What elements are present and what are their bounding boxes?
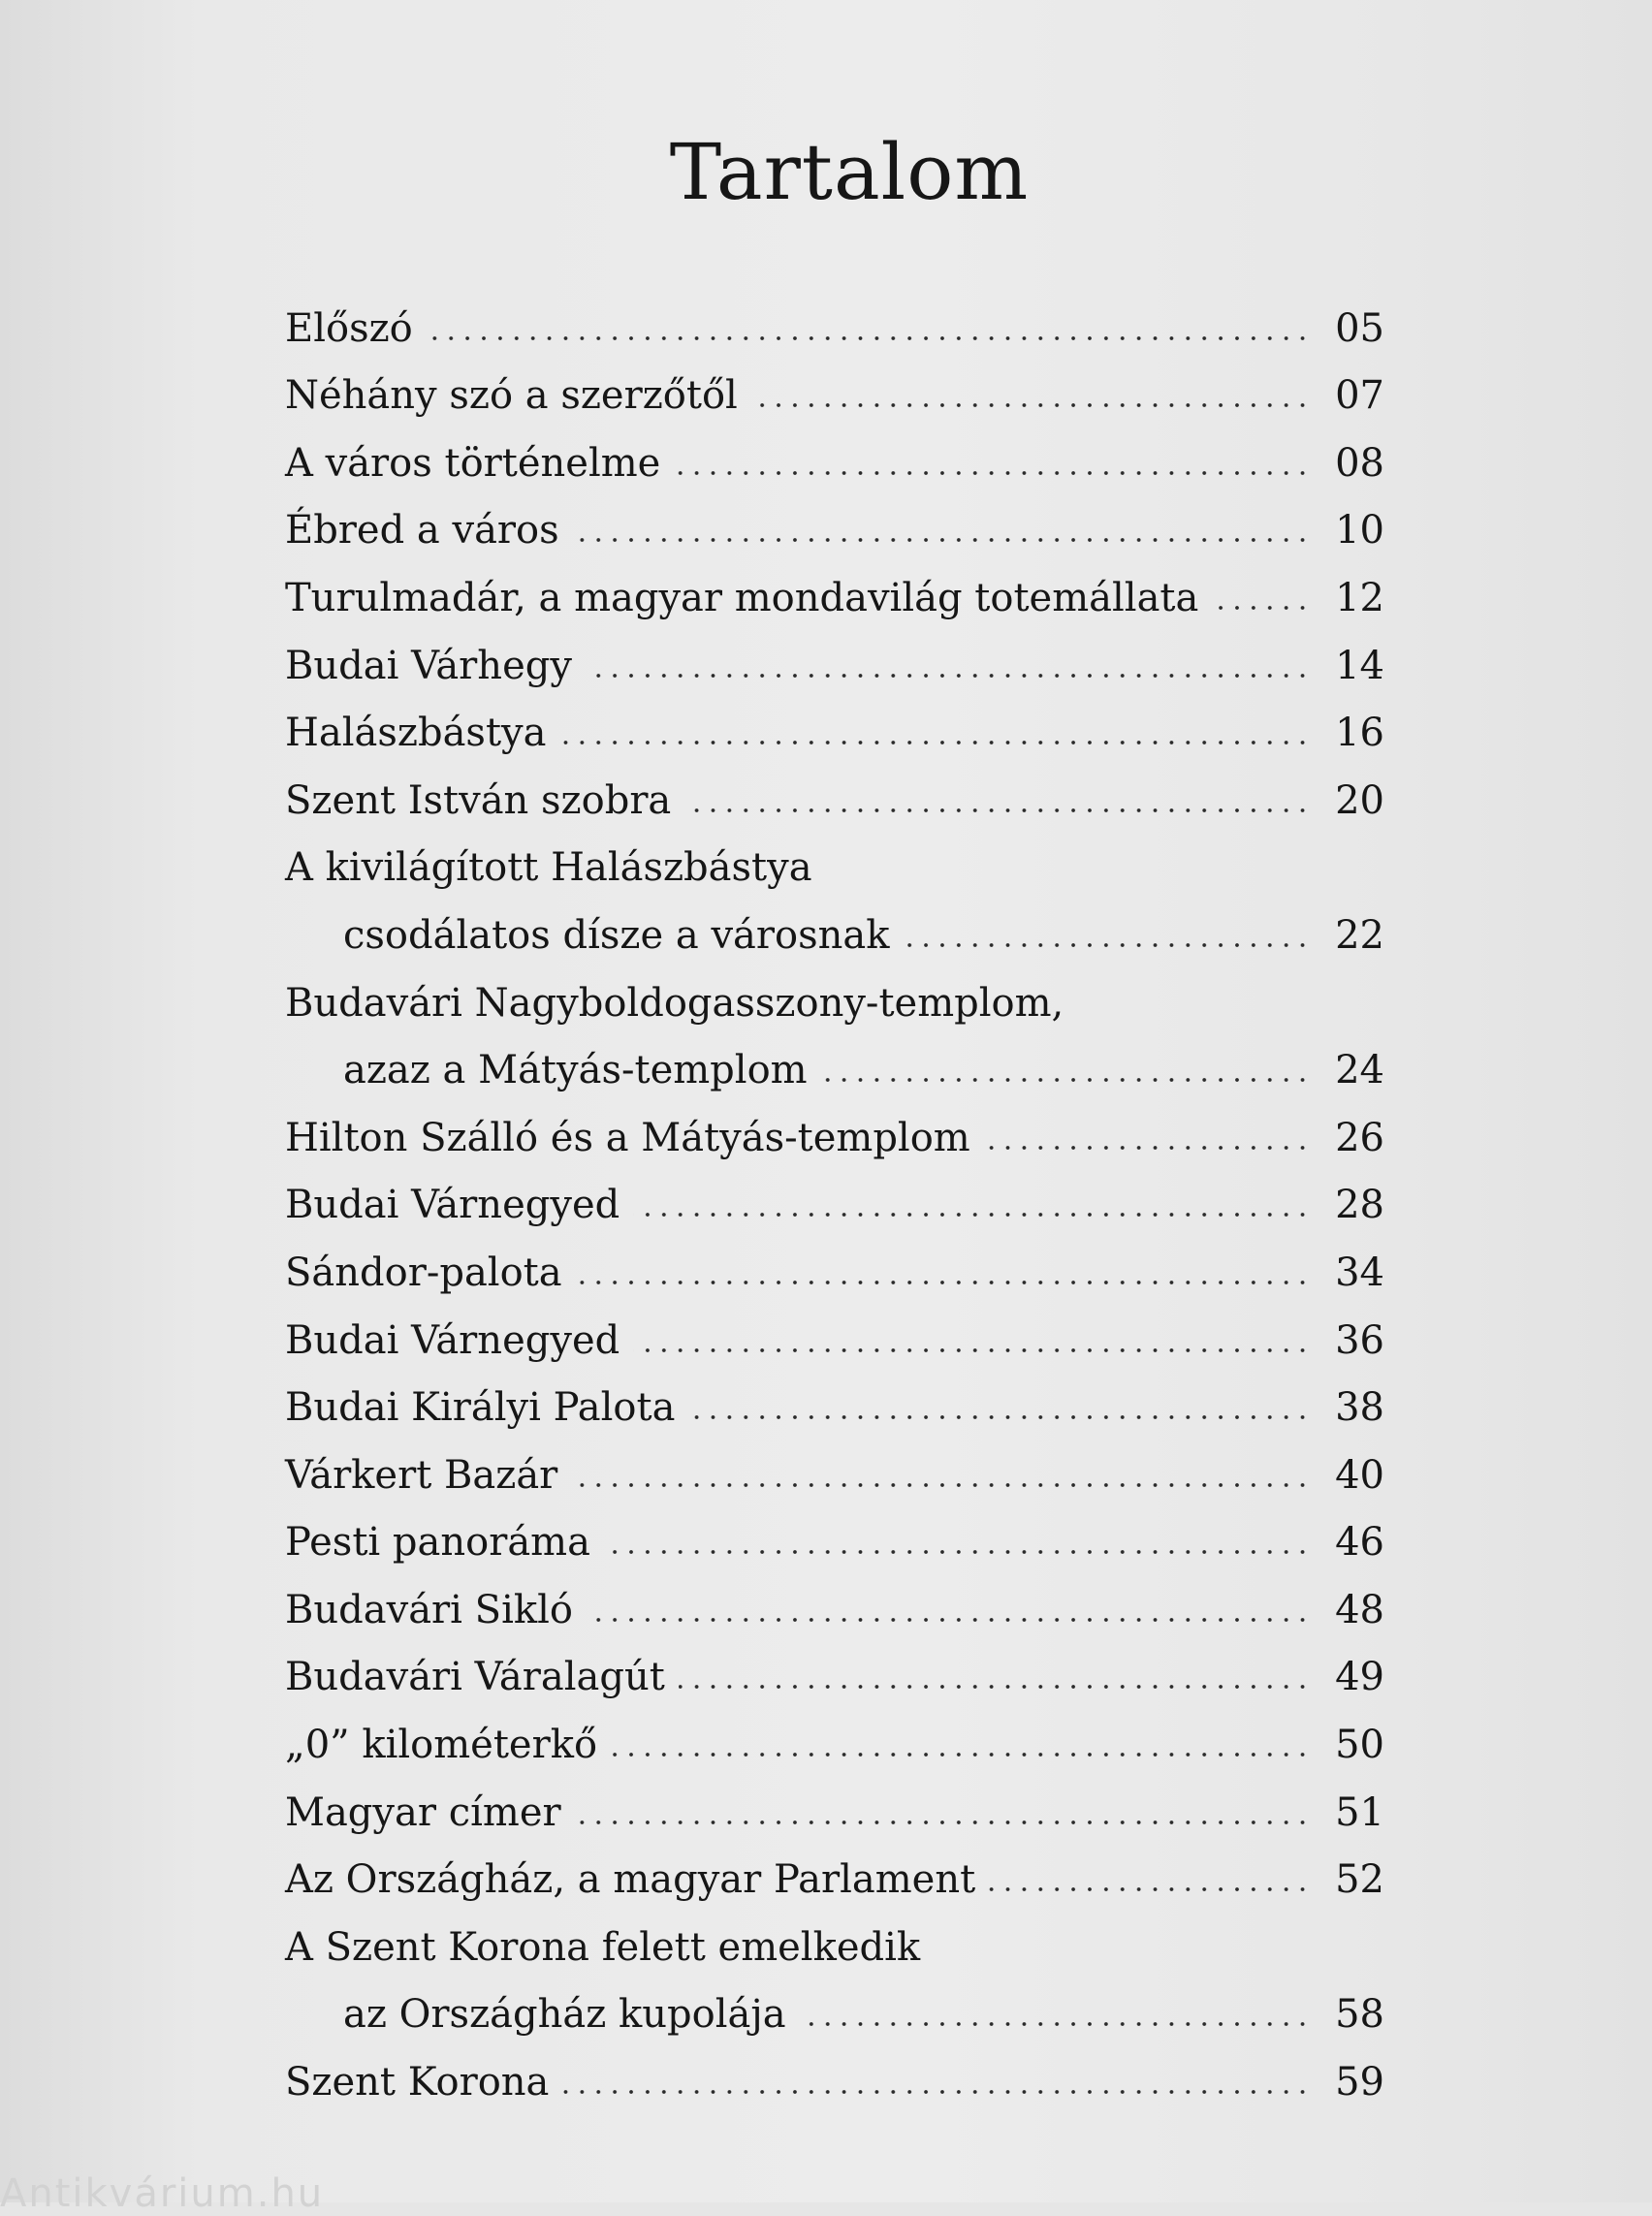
dot-leader <box>800 2021 1311 2027</box>
toc-page-number: 08 <box>1335 440 1384 486</box>
dot-leader <box>821 1077 1311 1083</box>
toc-page-number: 28 <box>1335 1183 1384 1228</box>
watermark-text: Antikvárium.hu <box>0 2171 325 2216</box>
toc-page-number: 22 <box>1335 912 1384 958</box>
toc-entry <box>285 630 1390 698</box>
dot-leader <box>559 740 1311 745</box>
toc-page-number: 12 <box>1335 575 1384 620</box>
dot-leader <box>576 1280 1311 1285</box>
toc-entry <box>285 698 1390 766</box>
toc-page-number: 26 <box>1335 1115 1384 1160</box>
dot-leader <box>604 1549 1311 1555</box>
toc-page-number: 24 <box>1335 1048 1384 1093</box>
toc-entry <box>285 2046 1390 2114</box>
toc-entry <box>285 361 1390 428</box>
toc-page-number: 20 <box>1335 777 1384 823</box>
toc-page-number: 59 <box>1335 2060 1384 2105</box>
toc-entry-title: Sándor-palota <box>285 1250 562 1295</box>
dot-leader <box>587 1617 1311 1623</box>
dot-leader <box>633 1347 1311 1353</box>
toc-entry-title: Várkert Bazár <box>285 1452 558 1498</box>
toc-entry <box>285 765 1390 833</box>
toc-entry-title: A város történelme <box>285 440 661 486</box>
toc-entry-title-continued: csodálatos dísze a városnak <box>343 912 890 958</box>
toc-entry <box>285 293 1390 361</box>
toc-page-number: 40 <box>1335 1452 1384 1498</box>
toc-entry-title: Budai Várhegy <box>285 643 572 688</box>
toc-entry-title: Budai Várnegyed <box>285 1183 620 1228</box>
toc-entry-title: Budai Várnegyed <box>285 1317 620 1363</box>
toc-page-number: 05 <box>1335 305 1384 351</box>
toc-entry-title: Előszó <box>285 305 413 351</box>
toc-entry <box>285 1035 1390 1103</box>
toc-entry-title: Szent István szobra <box>285 777 672 823</box>
dot-leader <box>688 1414 1311 1420</box>
toc-page-number: 49 <box>1335 1655 1384 1700</box>
toc-entry-title: Halászbástya <box>285 711 547 756</box>
toc-entry-title: Ébred a város <box>285 508 559 554</box>
dot-leader <box>427 335 1311 341</box>
toc-entry-title: A Szent Korona felett emelkedik <box>285 1924 921 1970</box>
dot-leader <box>679 1684 1311 1690</box>
toc-entry-heading <box>285 833 1390 901</box>
dot-leader <box>586 673 1311 679</box>
toc-entry-title: Pesti panoráma <box>285 1520 590 1566</box>
toc-page-number: 34 <box>1335 1250 1384 1295</box>
toc-entry <box>285 1845 1390 1913</box>
toc-entry <box>285 1102 1390 1170</box>
toc-entry-title: Budavári Nagyboldogasszony-templom, <box>285 980 1064 1026</box>
toc-entry <box>285 1237 1390 1305</box>
toc-entry-title: Hilton Szálló és a Mátyás-templom <box>285 1115 970 1160</box>
dot-leader <box>1212 605 1311 611</box>
toc-entry <box>285 1170 1390 1238</box>
toc-entry-title-continued: azaz a Mátyás-templom <box>343 1048 808 1093</box>
toc-entry-title: Budai Királyi Palota <box>285 1385 676 1431</box>
table-of-contents <box>285 293 1390 2114</box>
dot-leader <box>903 942 1311 948</box>
toc-page-number: 36 <box>1335 1317 1384 1363</box>
toc-entry-title: Budavári Sikló <box>285 1587 573 1632</box>
toc-entry <box>285 1642 1390 1710</box>
dot-leader <box>989 1886 1311 1892</box>
toc-entry <box>285 1373 1390 1440</box>
dot-leader <box>611 1752 1311 1757</box>
toc-page-number: 48 <box>1335 1587 1384 1632</box>
toc-entry <box>285 1574 1390 1642</box>
toc-page-number: 50 <box>1335 1723 1384 1768</box>
toc-page-number: 46 <box>1335 1520 1384 1566</box>
toc-entry <box>285 1777 1390 1845</box>
toc-entry <box>285 900 1390 967</box>
toc-entry-title-continued: az Országház kupolája <box>343 1992 786 2038</box>
toc-entry-title: Néhány szó a szerzőtől <box>285 373 738 419</box>
dot-leader <box>575 1820 1311 1825</box>
dot-leader <box>571 1482 1311 1488</box>
toc-entry-title: Szent Korona <box>285 2060 550 2105</box>
toc-page-number: 14 <box>1335 643 1384 688</box>
toc-page-number: 52 <box>1335 1857 1384 1903</box>
toc-page-number: 58 <box>1335 1992 1384 2038</box>
toc-entry <box>285 1979 1390 2047</box>
toc-page-number: 51 <box>1335 1789 1384 1835</box>
dot-leader <box>984 1145 1311 1151</box>
toc-entry <box>285 1305 1390 1373</box>
toc-entry-title: „0” kilométerkő <box>285 1723 598 1768</box>
toc-entry-title: Turulmadár, a magyar mondavilág totemállata <box>285 575 1199 620</box>
dot-leader <box>633 1212 1311 1218</box>
toc-entry <box>285 1440 1390 1507</box>
toc-entry-heading <box>285 1912 1390 1979</box>
toc-entry <box>285 1709 1390 1777</box>
toc-entry-title: Magyar címer <box>285 1789 561 1835</box>
page-title: Tartalom <box>669 127 1030 217</box>
dot-leader <box>674 470 1311 476</box>
dot-leader <box>562 2089 1311 2095</box>
toc-entry-title: Budavári Váralagút <box>285 1655 665 1700</box>
toc-page-number: 07 <box>1335 373 1384 419</box>
dot-leader <box>751 402 1311 408</box>
toc-entry-title: A kivilágított Halászbástya <box>285 845 812 891</box>
dot-leader <box>573 537 1311 543</box>
toc-entry <box>285 427 1390 495</box>
toc-entry <box>285 562 1390 630</box>
toc-entry <box>285 495 1390 563</box>
dot-leader <box>684 807 1311 813</box>
toc-entry <box>285 1507 1390 1575</box>
toc-entry-title: Az Országház, a magyar Parlament <box>285 1857 976 1903</box>
toc-page-number: 38 <box>1335 1385 1384 1431</box>
toc-entry-heading <box>285 967 1390 1035</box>
toc-page-number: 10 <box>1335 508 1384 554</box>
toc-page-number: 16 <box>1335 711 1384 756</box>
